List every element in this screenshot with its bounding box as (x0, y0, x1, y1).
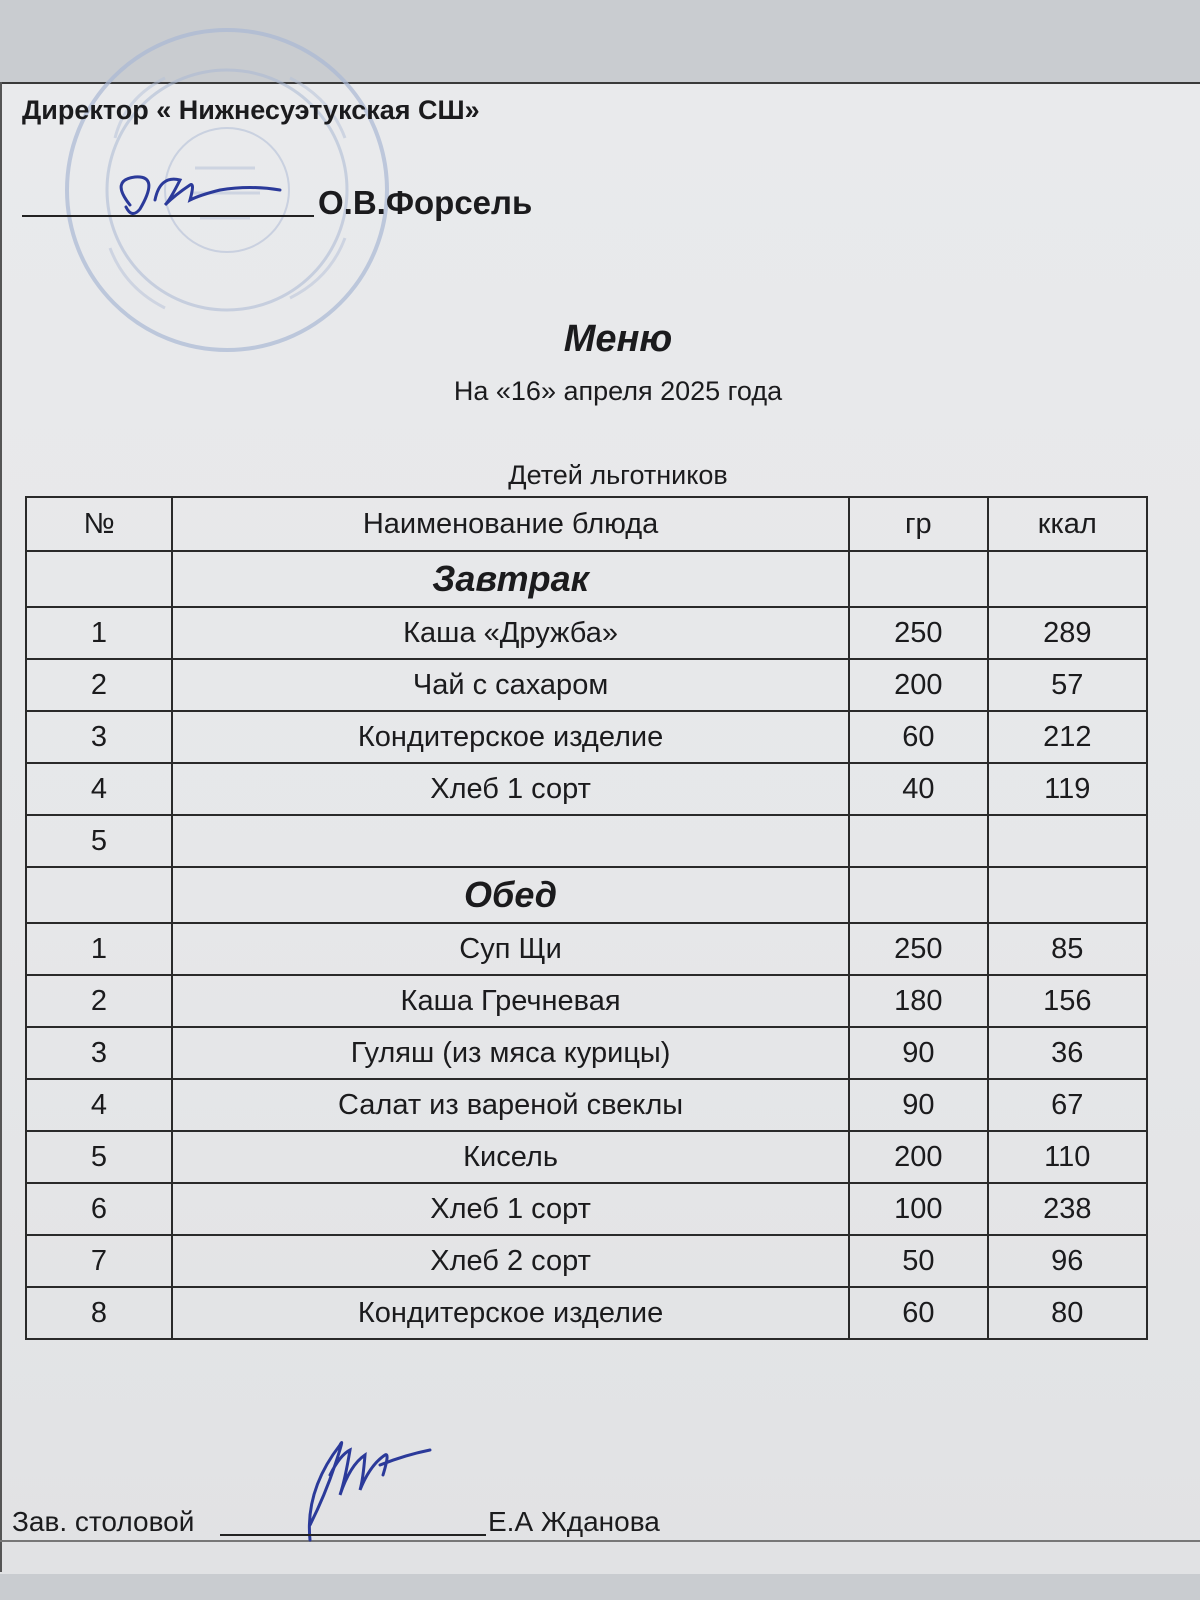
section-row (26, 867, 1147, 923)
kcal-cell: 85 (988, 923, 1147, 975)
kcal-cell: 110 (988, 1131, 1147, 1183)
section-cell-empty (988, 551, 1147, 607)
row-number: 6 (90, 1192, 108, 1225)
grams-cell: 40 (849, 763, 987, 815)
grams-cell: 60 (849, 711, 987, 763)
row-number-cell (26, 975, 172, 1027)
row-number-cell (26, 1183, 172, 1235)
row-number-cell (26, 1235, 172, 1287)
grams-cell: 200 (849, 659, 987, 711)
section-cell-empty (26, 551, 172, 607)
director-name: О.В.Форсель (318, 184, 533, 221)
section-row (26, 551, 1147, 607)
grams-cell: 180 (849, 975, 987, 1027)
row-number-cell (26, 1079, 172, 1131)
row-number-cell (26, 1027, 172, 1079)
dish-name-cell: Чай с сахаром (172, 659, 849, 711)
row-number: 5 (90, 824, 108, 857)
table-row (26, 1235, 1147, 1287)
kcal-cell: 96 (988, 1235, 1147, 1287)
director-title: Директор « Нижнесуэтукская СШ» (22, 95, 480, 125)
dish-name-cell: Хлеб 2 сорт (172, 1235, 849, 1287)
row-number: 1 (90, 932, 108, 965)
grams-cell: 90 (849, 1027, 987, 1079)
footer-name: Е.А Жданова (488, 1506, 660, 1537)
grams-cell: 90 (849, 1079, 987, 1131)
table-row (26, 815, 1147, 867)
kcal-cell: 57 (988, 659, 1147, 711)
dish-name-cell (172, 815, 849, 867)
column-header-number: № (26, 497, 172, 551)
row-number-cell (26, 607, 172, 659)
grams-cell: 250 (849, 923, 987, 975)
grams-cell: 200 (849, 1131, 987, 1183)
section-cell-empty (849, 867, 987, 923)
table-row (26, 1183, 1147, 1235)
menu-table (25, 496, 1148, 1340)
column-header-grams: гр (849, 497, 987, 551)
table-row (26, 659, 1147, 711)
table-row (26, 1079, 1147, 1131)
table-row (26, 923, 1147, 975)
table-row (26, 1131, 1147, 1183)
row-number-cell (26, 1287, 172, 1339)
row-number: 1 (90, 616, 108, 649)
kcal-cell: 67 (988, 1079, 1147, 1131)
canteen-signature (280, 1430, 440, 1555)
table-row (26, 1287, 1147, 1339)
dish-name-cell: Кондитерское изделие (172, 1287, 849, 1339)
row-number: 3 (90, 1036, 108, 1069)
row-number: 4 (90, 1088, 108, 1121)
page-bottom-line (0, 1540, 1200, 1542)
kcal-cell: 36 (988, 1027, 1147, 1079)
row-number-cell (26, 1131, 172, 1183)
section-title: Обед (172, 867, 849, 923)
kcal-cell (988, 815, 1147, 867)
dish-name-cell: Каша «Дружба» (172, 607, 849, 659)
section-title: Завтрак (172, 551, 849, 607)
grams-cell: 60 (849, 1287, 987, 1339)
kcal-cell: 238 (988, 1183, 1147, 1235)
table-row (26, 607, 1147, 659)
row-number-cell (26, 923, 172, 975)
row-number: 7 (90, 1244, 108, 1277)
row-number: 4 (90, 772, 108, 805)
footer-label: Зав. столовой (12, 1506, 195, 1537)
row-number-cell (26, 763, 172, 815)
section-cell-empty (26, 867, 172, 923)
dish-name-cell: Суп Щи (172, 923, 849, 975)
column-header-kcal: ккал (988, 497, 1147, 551)
grams-cell (849, 815, 987, 867)
kcal-cell: 212 (988, 711, 1147, 763)
page-edge-line (0, 82, 2, 1572)
menu-subtitle: Детей льготников (508, 460, 728, 490)
grams-cell: 250 (849, 607, 987, 659)
kcal-cell: 156 (988, 975, 1147, 1027)
dish-name-cell: Каша Гречневая (172, 975, 849, 1027)
column-header-dish: Наименование блюда (172, 497, 849, 551)
table-header-row (26, 497, 1147, 551)
kcal-cell: 80 (988, 1287, 1147, 1339)
row-number: 5 (90, 1140, 108, 1173)
table-row (26, 1027, 1147, 1079)
page-title: Меню (563, 318, 673, 360)
kcal-cell: 289 (988, 607, 1147, 659)
dish-name-cell: Гуляш (из мяса курицы) (172, 1027, 849, 1079)
row-number: 2 (90, 984, 108, 1017)
dish-name-cell: Кисель (172, 1131, 849, 1183)
grams-cell: 100 (849, 1183, 987, 1235)
table-row (26, 711, 1147, 763)
dish-name-cell: Хлеб 1 сорт (172, 763, 849, 815)
section-cell-empty (988, 867, 1147, 923)
dish-name-cell: Салат из вареной свеклы (172, 1079, 849, 1131)
table-row (26, 763, 1147, 815)
menu-date: На «16» апреля 2025 года (453, 376, 783, 406)
director-signature (100, 160, 290, 230)
dish-name-cell: Кондитерское изделие (172, 711, 849, 763)
table-body (26, 551, 1147, 1339)
row-number: 2 (90, 668, 108, 701)
kcal-cell: 119 (988, 763, 1147, 815)
table-row (26, 975, 1147, 1027)
row-number-cell (26, 815, 172, 867)
section-cell-empty (849, 551, 987, 607)
row-number-cell (26, 711, 172, 763)
row-number: 3 (90, 720, 108, 753)
row-number-cell (26, 659, 172, 711)
grams-cell: 50 (849, 1235, 987, 1287)
row-number: 8 (90, 1296, 108, 1329)
dish-name-cell: Хлеб 1 сорт (172, 1183, 849, 1235)
footer-signature-line (220, 1534, 486, 1536)
